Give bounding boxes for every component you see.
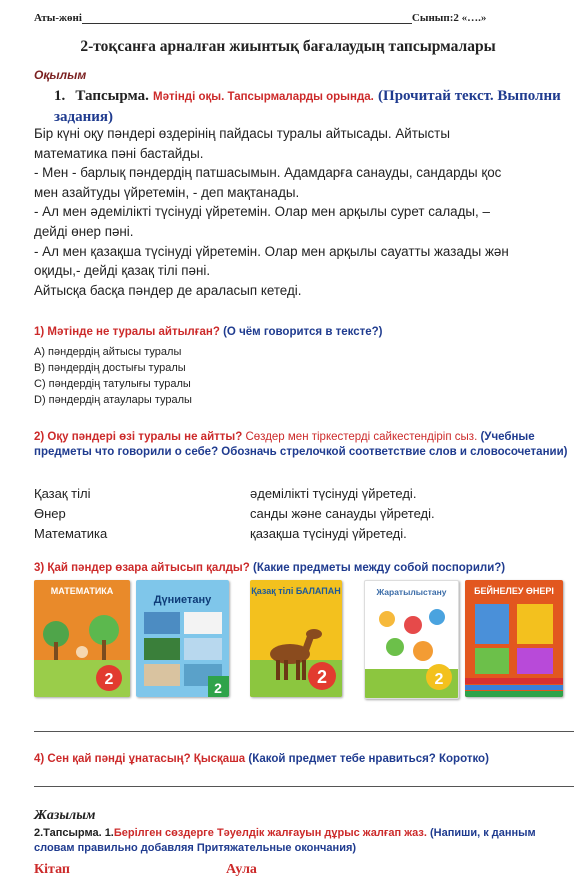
option-d[interactable]: D) пәндердің атаулары туралы — [34, 394, 192, 406]
match-left[interactable]: Математика — [34, 526, 108, 541]
question-4 — [34, 752, 574, 767]
match-right[interactable]: санды және санауды үйретеді. — [250, 506, 435, 521]
text-line: математика пәні бастайды. — [34, 145, 204, 161]
text-line: дейді өнер пәні. — [34, 223, 134, 239]
question-3 — [34, 561, 574, 576]
book-dunietanu[interactable] — [136, 580, 229, 697]
grade-label: Сынып:2 «….» — [411, 12, 487, 24]
svg-text:2: 2 — [214, 680, 222, 696]
word-item: Кітап — [34, 862, 70, 877]
q2-text-ru: (Учебные предметы что говорили о себе? Обозначь стрелочкой соответствие слов и словосочетании) — [34, 431, 568, 458]
q4-text-kz: 4) Сен қай пәнді ұнатасың? Қысқаша — [34, 753, 246, 765]
q2-text-kz: 2) Оқу пәндері өзі туралы не айтты? — [34, 431, 243, 443]
q4-text-ru: (Какой предмет тебе нравиться? Коротко) — [248, 753, 489, 765]
q1-text-kz: 1) Мәтінде не туралы айтылған? — [34, 326, 220, 338]
task1-heading — [54, 86, 564, 127]
book-kazakh-language[interactable] — [250, 580, 342, 697]
task1-number: 1. — [54, 88, 66, 104]
option-c[interactable]: C) пәндердің татулығы туралы — [34, 378, 191, 390]
svg-text:2: 2 — [434, 671, 444, 688]
task2-label: 2.Тапсырма. 1. — [34, 827, 114, 839]
text-line: - Мен - барлық пәндердің патшасымын. Адамдарға санауды, сандарды қос — [34, 165, 502, 181]
name-line — [82, 13, 412, 24]
match-right[interactable]: әдемілікті түсінуді үйретеді. — [250, 486, 417, 501]
task1-label: Тапсырма. — [75, 88, 149, 104]
reading-text — [34, 124, 576, 300]
q1-text-ru: (О чём говорится в тексте?) — [223, 326, 383, 338]
match-row — [34, 504, 554, 524]
text-line: Бір күні оқу пәндері өздерінің пайдасы туралы айтысады. Айтысты — [34, 126, 450, 141]
matching-table — [34, 484, 554, 544]
header — [34, 12, 554, 24]
name-label: Аты-жөні — [34, 12, 82, 24]
text-line: мен азайтуды үйретемін, - деп мақтанады. — [34, 184, 300, 200]
word-item: Аула — [226, 862, 257, 877]
math-book-cover-art — [34, 580, 130, 697]
art-cover-art — [465, 580, 563, 697]
text-line: оқиды,- дейді қазақ тілі пәні. — [34, 263, 211, 279]
text-line: Айтысқа басқа пәндер де араласып кетеді. — [34, 282, 302, 298]
nature-cover-art — [365, 581, 458, 698]
book-mathematics[interactable] — [34, 580, 130, 697]
match-left[interactable]: Қазақ тілі — [34, 486, 91, 501]
q1-options — [34, 344, 192, 408]
question-2 — [34, 430, 574, 460]
match-right[interactable]: қазақша түсінуді үйретеді. — [250, 526, 407, 541]
q2-text-kz2: Сөздер мен тіркестерді сайкестендіріп сыз. — [245, 431, 478, 443]
answer-line-q3[interactable] — [34, 731, 574, 732]
book-fine-arts[interactable] — [465, 580, 563, 697]
text-line: - Ал мен әдемілікті түсінуді үйретемін. Олар мен арқылы сурет салады, – — [34, 204, 490, 220]
book-title: Жаратылыстану — [376, 587, 447, 597]
answer-line-q4[interactable] — [34, 786, 574, 787]
question-1 — [34, 325, 383, 340]
q3-text-kz: 3) Қай пәндер өзара айтысып қалды? — [34, 562, 250, 574]
option-a[interactable]: A) пәндердің айтысы туралы — [34, 346, 182, 358]
book-jaratylystanu[interactable] — [364, 580, 459, 699]
task2-text-ru: (Напиши, к данным словам правильно добавляя Притяжательные окончания) — [34, 827, 536, 854]
horse-cover-art — [250, 580, 342, 697]
match-left[interactable]: Өнер — [34, 506, 66, 521]
task1-instruction-kz: Мәтінді оқы. Тапсырмаларды орында. — [153, 91, 374, 103]
section-reading: Оқылым — [34, 68, 87, 82]
task2-heading — [34, 826, 574, 856]
task1-instruction-ru: (Прочитай текст. Выполни задания) — [54, 88, 561, 125]
svg-text:2: 2 — [104, 671, 114, 688]
book-title: БЕЙНЕЛЕУ ӨНЕРІ — [474, 586, 554, 596]
book-title: Дүниетану — [153, 594, 212, 606]
task2-text-kz: Берілген сөздерге Тәуелдік жалғауын дұрыс жалғап жаз. — [113, 827, 427, 839]
text-line: - Ал мен қазақша түсінуді үйретемін. Олар мен арқылы сауатты жазады жән — [34, 243, 509, 259]
option-b[interactable]: B) пәндердің достығы туралы — [34, 362, 186, 374]
page-title: 2-тоқсанға арналған жиынтық бағалаудың тапсырмалары — [80, 38, 496, 55]
book-title: МАТЕМАТИКА — [50, 586, 114, 596]
book-title: Қазақ тілі БАЛАПАН — [251, 586, 341, 596]
match-row — [34, 484, 554, 504]
section-writing: Жазылым — [34, 808, 96, 823]
q3-text-ru: (Какие предметы между собой поспорили?) — [253, 562, 506, 574]
match-row — [34, 524, 554, 544]
svg-text:2: 2 — [316, 667, 328, 687]
